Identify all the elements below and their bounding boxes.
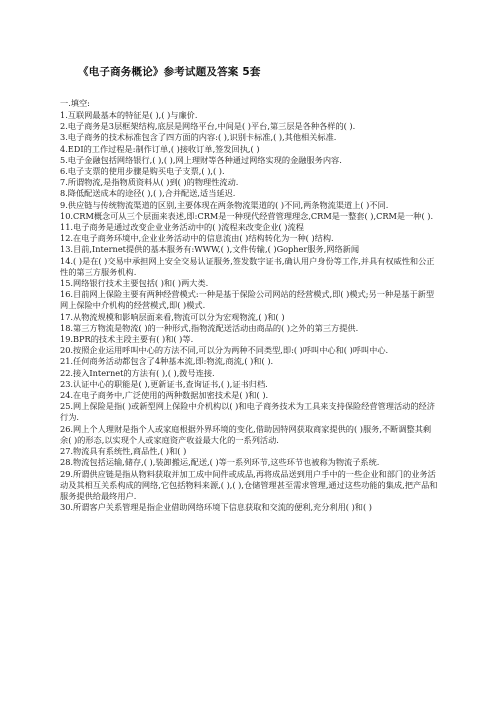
question-item: 7.所谓物流,是指物质资料从( )到( )的物理性流动. xyxy=(60,177,239,188)
question-item: 3.电子商务的技术标准包含了四方面的内容:( ),识别卡标准,( ),其他相关标准. xyxy=(60,132,337,143)
question-item: 19.BPR的技术主段主要有( )和( )等. xyxy=(60,334,194,345)
question-item: 2.电子商务是3层框架结构,底层是网络平台,中间是( )平台,第三层是各种各样的( ). xyxy=(60,121,356,132)
question-item: 25.网上保险是指( )或新型网上保险中介机构以( )和电子商务技术为工具来支持保险经营管理活动的经济行为. xyxy=(60,401,435,423)
question-item: 16.目前网上保险主要有两种经营模式:一种是基于保险公司网站的经营模式,即( )模式;另一种是基于新型网上保险中介机构的经营模式,即( )模式. xyxy=(60,289,435,311)
document-title: 《电子商务概论》参考试题及答案 5套 xyxy=(78,66,261,78)
question-item: 23.认证中心的职能是( ),更新证书,查询证书,( ),证书归档. xyxy=(60,378,268,389)
question-item: 14.( )是在( )交易中承担网上安全交易认证服务,签发数字证书,确认用户身份等工作,并具有权威性和公正性的第三方服务机构. xyxy=(60,255,435,277)
question-item: 24.在电子商务中,广泛使用的两种数据加密技术是( )和( ). xyxy=(60,390,269,401)
question-item: 9.供应链与传统物流渠道的区别,主要体现在两条物流渠道的( )不同,两条物流渠道上( )不同. xyxy=(60,199,389,210)
question-item: 6.电子支票的使用步骤是购买电子支票,( ),( ). xyxy=(60,166,225,177)
question-item: 15.网络银行技术主要包括( )和( )两大类. xyxy=(60,278,209,289)
question-list xyxy=(60,110,438,513)
question-item: 10.CRM概念可从三个层面来表述,即:CRM是一种现代经营管理理念,CRM是一整套( ),CRM是一种( ). xyxy=(60,210,434,221)
question-item: 30.所谓客户关系管理是指企业借助网络环境下信息获取和交流的便利,充分利用( )和( ) xyxy=(60,502,372,513)
question-item: 4.EDI的工作过程是:制作订单,( )接收订单,签发回执,( ) xyxy=(60,143,260,154)
question-item: 12.在电子商务环境中,企业业务活动中的信息流由( )结构转化为一种( )结构. xyxy=(60,233,334,244)
question-item: 11.电子商务是通过改变企业业务活动中的( )流程来改变企业( )流程 xyxy=(60,222,304,233)
question-item: 18.第三方物流是物流( )的一种形式,指物流配送活动由商品的( )之外的第三方提供. xyxy=(60,322,359,333)
question-item: 8.降低配送成本的途径( ),( ),合并配送,适当延迟. xyxy=(60,188,236,199)
section-heading: 一.填空: xyxy=(60,98,90,108)
question-item: 26.网上个人理财是指个人或家庭根据外界环境的变化,借助因特网获取商家提供的( )服务,不断调整其剩余( )的形态,以实现个人或家庭资产收益最大化的一系列活动. xyxy=(60,423,432,445)
question-item: 29.所谓供应链是指从物料获取并加工成中间件或成品,再将成品送到用户手中的一些企业和部门的业务活动及其相互关系构成的网络,它包括物料来源,( ),( ),仓储管理甚至需求管理,通过这些功能的集成,把产品和服务提供给最终用户. xyxy=(60,468,438,501)
question-item: 28.物流包括运输,储存,( ),装卸搬运,配送,( )等一系列环节,这些环节也被称为物流子系统. xyxy=(60,457,380,468)
question-item: 21.任何商务活动都包含了4种基本流,即:物流,商流,( )和( ). xyxy=(60,356,274,367)
question-item: 13.目前,Internet提供的基本服务有:WWW,( ),文件传输,( )Gopher服务,网络新闻 xyxy=(60,244,360,255)
question-item: 22.接入Internet的方法有( ),( ),拨号连接. xyxy=(60,367,215,378)
question-item: 27.物流具有系统性,商品性,( )和( ) xyxy=(60,446,187,457)
question-item: 5.电子金融包括网络银行,( ),( ),网上理财等各种通过网络实现的金融服务内容. xyxy=(60,154,342,165)
question-item: 1.互联网最基本的特征是( ),( )与廉价. xyxy=(60,110,198,120)
question-item: 20.按照企业运用呼叫中心的方法不同,可以分为两种不同类型,即:( )呼叫中心和( )呼叫中心. xyxy=(60,345,389,356)
question-item: 17.从物流规模和影响层面来看,物流可以分为宏观物流,( )和( ) xyxy=(60,311,285,322)
